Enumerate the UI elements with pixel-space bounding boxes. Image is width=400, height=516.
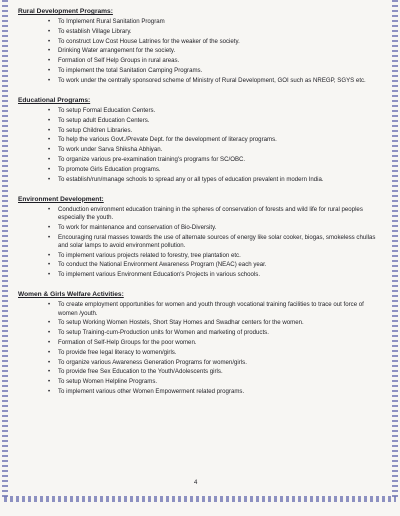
page-number: 4 (194, 480, 198, 486)
list-item: • To Implement Rural Sanitation Program (18, 18, 378, 26)
list-item: • To work under the centrally sponsored scheme of Ministry of Rural Development, GOI such as NREGP, SGYS etc. (18, 77, 378, 85)
bullet-list (18, 18, 378, 85)
list-item: • To conduct the National Environment Awareness Program (NEAC) each year. (18, 261, 378, 269)
list-item: • To setup Children Libraries. (18, 127, 378, 135)
list-item: • To setup Formal Education Centers. (18, 107, 378, 115)
list-item: • To work under Sarva Shiksha Abhiyan. (18, 146, 378, 154)
list-item: • To establish/run/manage schools to spread any or all types of education prevalent in modern India. (18, 176, 378, 184)
list-item: • To create employment opportunities for women and youth through vocational training facilities to trace out force of women /youth. (18, 301, 378, 317)
section-heading: Women & Girls Welfare Activities: (18, 291, 124, 299)
list-item: • To implement various Environment Education's Projects in various schools. (18, 271, 378, 279)
section-women-welfare (18, 291, 378, 396)
section-educational (18, 97, 378, 184)
section-heading: Environment Development: (18, 195, 104, 203)
section-heading: Rural Development Programs: (18, 8, 113, 15)
section-rural-development (18, 8, 378, 85)
list-item: • To implement various other Women Empowerment related programs. (18, 388, 378, 396)
list-item: • To construct Low Cost House Latrines for the weaker of the society. (18, 38, 378, 46)
list-item: • Drinking Water arrangement for the society. (18, 47, 378, 55)
list-item: • To organize various pre-examination training's programs for SC/OBC. (18, 156, 378, 164)
list-item: • To setup Women Helpline Programs. (18, 378, 378, 386)
bullet-list (18, 206, 378, 280)
decorative-border-bottom (4, 496, 396, 502)
list-item: • To provide free legal literacy to women/girls. (18, 349, 378, 357)
list-item: • To implement various projects related to forestry, tree plantation etc. (18, 252, 378, 260)
bullet-list (18, 301, 378, 396)
list-item: • To establish Village Library. (18, 28, 378, 36)
list-item: • Encouraging rural masses towards the use of alternate sources of energy like solar cooker, biogas, smokeless chullas and solar lamps to avoid environment pollution. (18, 234, 378, 250)
decorative-border-left (2, 0, 8, 500)
bullet-list (18, 107, 378, 184)
list-item: • To setup Training-cum-Production units for Women and marketing of products. (18, 329, 378, 337)
list-item: • To setup Working Women Hostels, Short Stay Homes and Swadhar centers for the women. (18, 319, 378, 327)
section-environment (18, 196, 378, 280)
list-item: • To work for maintenance and conservation of Bio-Diversity. (18, 224, 378, 232)
list-item: • To provide free Sex Education to the Youth/Adolescents girls. (18, 368, 378, 376)
list-item: • Formation of Self Help Groups in rural areas. (18, 57, 378, 65)
list-item: • To promote Girls Education programs. (18, 166, 378, 174)
list-item: • To implement the total Sanitation Camping Programs. (18, 67, 378, 75)
list-item: • To organize various Awareness Generation Programs for women/girls. (18, 359, 378, 367)
section-heading: Educational Programs: (18, 96, 91, 104)
page-content (18, 8, 378, 404)
list-item: • To help the various Govt./Prevate Dept. for the development of literacy programs. (18, 136, 378, 144)
list-item: • To setup adult Education Centers. (18, 117, 378, 125)
list-item: • Formation of Self-Help Groups for the poor women. (18, 339, 378, 347)
list-item: • Conduction environment education training in the spheres of conservation of forests and wild life for rural peoples especially the youth. (18, 206, 378, 222)
decorative-border-right (392, 0, 398, 500)
